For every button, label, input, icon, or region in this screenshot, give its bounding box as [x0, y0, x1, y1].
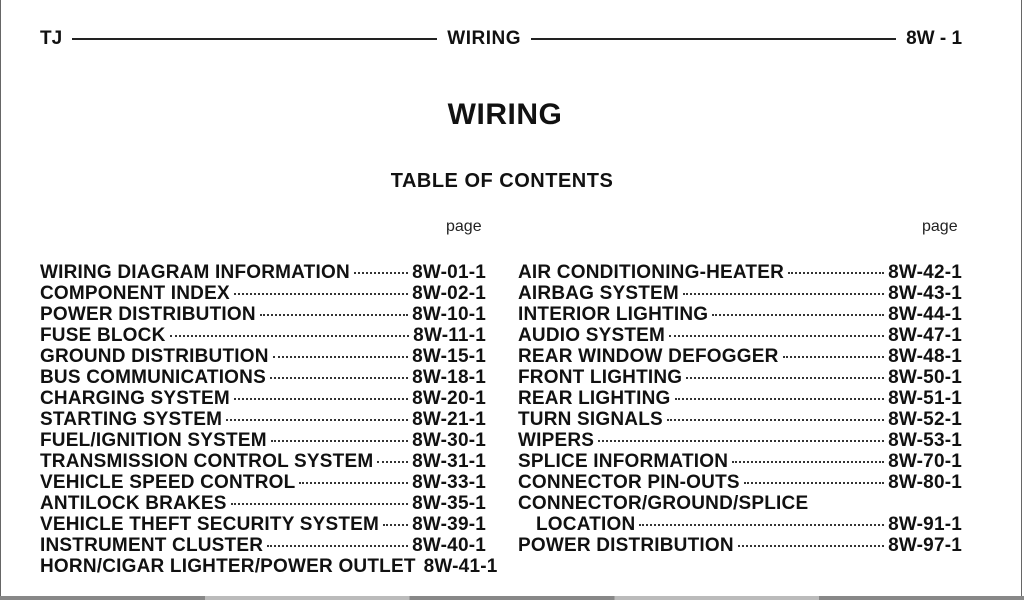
- toc-entry-title: INSTRUMENT CLUSTER: [40, 535, 264, 556]
- toc-leader-dots: [354, 272, 408, 274]
- toc-entry-page: 8W-21-1: [412, 409, 486, 430]
- toc-leader-dots: [271, 440, 408, 442]
- toc-entry[interactable]: [518, 325, 962, 346]
- toc-entry-page: 8W-01-1: [412, 262, 486, 283]
- toc-leader-dots: [598, 440, 884, 442]
- header-rule-right: [531, 38, 896, 40]
- toc-entry[interactable]: [518, 493, 962, 514]
- toc-entry-page: 8W-51-1: [888, 388, 962, 409]
- toc-entry[interactable]: [40, 262, 486, 283]
- toc-column-left: [40, 262, 498, 577]
- toc-leader-dots: [732, 461, 884, 463]
- toc-entry-title: INTERIOR LIGHTING: [518, 304, 709, 325]
- toc-entry[interactable]: [40, 283, 486, 304]
- toc-entry[interactable]: [518, 535, 962, 556]
- toc-entry-page: 8W-41-1: [423, 556, 498, 577]
- toc-entry-page: 8W-15-1: [412, 346, 486, 367]
- toc-entry[interactable]: [40, 535, 486, 556]
- toc-entry[interactable]: [40, 430, 486, 451]
- toc-entry-title: CONNECTOR PIN-OUTS: [518, 472, 740, 493]
- toc-entry-title: BUS COMMUNICATIONS: [40, 367, 266, 388]
- toc-leader-dots: [783, 356, 885, 358]
- toc-entry-title: REAR WINDOW DEFOGGER: [518, 346, 779, 367]
- toc-leader-dots: [383, 524, 408, 526]
- toc-entry-page: 8W-80-1: [888, 472, 962, 493]
- toc-entry-page: 8W-47-1: [888, 325, 962, 346]
- toc-entry-page: 8W-35-1: [412, 493, 486, 514]
- toc-entry-title: VEHICLE SPEED CONTROL: [40, 472, 296, 493]
- toc-leader-dots: [170, 335, 410, 337]
- toc-leader-dots: [639, 524, 884, 526]
- toc-entry-page: 8W-20-1: [412, 388, 486, 409]
- toc-entry-title: TURN SIGNALS: [518, 409, 663, 430]
- toc-entry[interactable]: [40, 514, 486, 535]
- toc-leader-dots: [712, 314, 884, 316]
- toc-leader-dots: [669, 335, 884, 337]
- header-section-name: WIRING: [447, 28, 521, 49]
- header-rule-left: [72, 38, 437, 40]
- toc-entry[interactable]: [518, 451, 962, 472]
- toc-entry-page: 8W-31-1: [412, 451, 486, 472]
- toc-leader-dots: [299, 482, 408, 484]
- toc-leader-dots: [231, 503, 408, 505]
- toc-entry[interactable]: [40, 346, 486, 367]
- toc-entry-page: 8W-02-1: [412, 283, 486, 304]
- toc-entry-page: 8W-39-1: [412, 514, 486, 535]
- toc-entry-page: 8W-52-1: [888, 409, 962, 430]
- toc-column-right: [518, 262, 962, 556]
- toc-entry-page: 8W-11-1: [413, 325, 486, 346]
- toc-entry-title: AIRBAG SYSTEM: [518, 283, 679, 304]
- toc-entry-title: REAR LIGHTING: [518, 388, 671, 409]
- toc-entry[interactable]: [518, 367, 962, 388]
- toc-leader-dots: [267, 545, 408, 547]
- toc-entry-title: COMPONENT INDEX: [40, 283, 230, 304]
- toc-leader-dots: [683, 293, 884, 295]
- toc-entry-title: GROUND DISTRIBUTION: [40, 346, 269, 367]
- toc-leader-dots: [744, 482, 884, 484]
- toc-leader-dots: [667, 419, 884, 421]
- toc-heading: TABLE OF CONTENTS: [390, 170, 614, 192]
- toc-entry-title: FUEL/IGNITION SYSTEM: [40, 430, 267, 451]
- toc-entry[interactable]: [40, 556, 498, 577]
- toc-leader-dots: [377, 461, 408, 463]
- toc-entry-title: ANTILOCK BRAKES: [40, 493, 227, 514]
- toc-entry-title: WIRING DIAGRAM INFORMATION: [40, 262, 350, 283]
- toc-entry-page: 8W-18-1: [412, 367, 486, 388]
- toc-entry-title: FRONT LIGHTING: [518, 367, 683, 388]
- toc-leader-dots: [675, 398, 885, 400]
- toc-entry-page: 8W-43-1: [888, 283, 962, 304]
- toc-entry[interactable]: [40, 493, 486, 514]
- toc-entry[interactable]: [40, 451, 486, 472]
- toc-entry-title: VEHICLE THEFT SECURITY SYSTEM: [40, 514, 380, 535]
- toc-leader-dots: [234, 398, 408, 400]
- toc-entry[interactable]: [40, 388, 486, 409]
- toc-entry-title: CHARGING SYSTEM: [40, 388, 230, 409]
- toc-leader-dots: [686, 377, 884, 379]
- toc-entry-page: 8W-30-1: [412, 430, 486, 451]
- page-column-label-right: page: [922, 218, 958, 235]
- toc-entry-title: WIPERS: [518, 430, 595, 451]
- toc-entry[interactable]: [518, 304, 962, 325]
- toc-entry[interactable]: [518, 409, 962, 430]
- running-header: [40, 26, 962, 52]
- toc-entry[interactable]: [518, 472, 962, 493]
- toc-leader-dots: [738, 545, 884, 547]
- toc-entry-page: 8W-70-1: [888, 451, 962, 472]
- toc-entry-title: POWER DISTRIBUTION: [518, 535, 734, 556]
- toc-entry-title: AUDIO SYSTEM: [518, 325, 666, 346]
- toc-entry-page: 8W-44-1: [888, 304, 962, 325]
- toc-entry-page: 8W-53-1: [888, 430, 962, 451]
- page-bottom-edge: [0, 596, 1024, 600]
- toc-entry[interactable]: [40, 472, 486, 493]
- toc-entry[interactable]: [40, 304, 486, 325]
- page-column-label-left: page: [446, 218, 482, 235]
- toc-entry-page: 8W-42-1: [888, 262, 962, 283]
- toc-entry-title: STARTING SYSTEM: [40, 409, 223, 430]
- toc-entry[interactable]: [40, 409, 486, 430]
- toc-entry-page: 8W-48-1: [888, 346, 962, 367]
- toc-entry-page: 8W-97-1: [888, 535, 962, 556]
- toc-entry-title: CONNECTOR/GROUND/SPLICE: [518, 493, 809, 514]
- toc-entry-page: 8W-33-1: [412, 472, 486, 493]
- toc-entry[interactable]: [40, 325, 486, 346]
- toc-entry[interactable]: [518, 262, 962, 283]
- toc-entry[interactable]: [518, 388, 962, 409]
- toc-entry-title: SPLICE INFORMATION: [518, 451, 729, 472]
- toc-entry-page: 8W-50-1: [888, 367, 962, 388]
- toc-leader-dots: [226, 419, 408, 421]
- toc-entry-title: FUSE BLOCK: [40, 325, 166, 346]
- toc-entry-page: 8W-10-1: [412, 304, 486, 325]
- toc-entry[interactable]: [518, 283, 962, 304]
- toc-entry[interactable]: [40, 367, 486, 388]
- toc-entry[interactable]: [518, 430, 962, 451]
- toc-leader-dots: [788, 272, 884, 274]
- header-page-number: 8W - 1: [906, 28, 963, 49]
- toc-entry-title: AIR CONDITIONING-HEATER: [518, 262, 785, 283]
- toc-leader-dots: [273, 356, 408, 358]
- toc-entry[interactable]: [518, 514, 962, 535]
- toc-entry-page: 8W-91-1: [888, 514, 962, 535]
- toc-leader-dots: [260, 314, 408, 316]
- toc-entry[interactable]: [518, 346, 962, 367]
- toc-entry-title: POWER DISTRIBUTION: [40, 304, 256, 325]
- toc-entry-title: TRANSMISSION CONTROL SYSTEM: [40, 451, 374, 472]
- toc-entry-page: 8W-40-1: [412, 535, 486, 556]
- toc-entry-title: LOCATION: [536, 514, 636, 535]
- toc-leader-dots: [234, 293, 408, 295]
- page-title: WIRING: [447, 98, 563, 131]
- toc-entry-title: HORN/CIGAR LIGHTER/POWER OUTLET: [40, 556, 416, 577]
- header-model-code: TJ: [40, 28, 63, 49]
- toc-leader-dots: [270, 377, 408, 379]
